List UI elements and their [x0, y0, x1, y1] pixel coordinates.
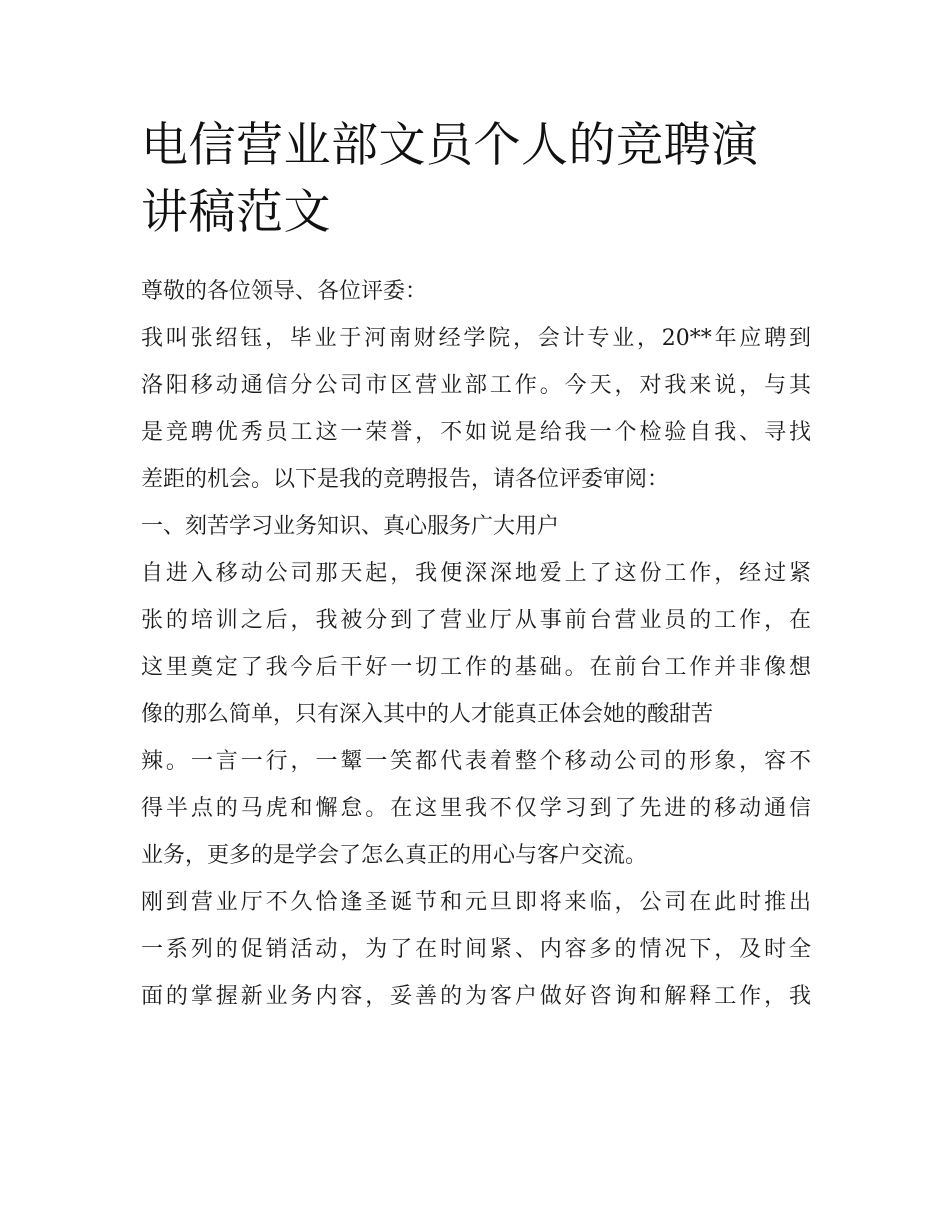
text-line: 刚到营业厅不久恰逢圣诞节和元旦即将来临，公司在此时推出	[141, 890, 811, 915]
text-line: 一、刻苦学习业务知识、真心服务广大用户	[141, 514, 560, 539]
body-paragraph	[141, 879, 811, 1020]
text-line: 是竞聘优秀员工这一荣誉，不如说是给我一个检验自我、寻找	[141, 420, 811, 445]
text-line: 辣。一言一行，一颦一笑都代表着整个移动公司的形象，容不	[141, 749, 811, 774]
text-line: 这里奠定了我今后干好一切工作的基础。在前台工作并非像想	[141, 655, 811, 680]
title-line: 讲稿范文	[141, 185, 331, 240]
text-line: 尊敬的各位领导、各位评委：	[141, 279, 428, 304]
salutation-paragraph	[141, 268, 811, 315]
text-line: 业务，更多的是学会了怎么真正的用心与客户交流。	[141, 843, 648, 868]
section-heading	[141, 503, 811, 550]
body-paragraph	[141, 550, 811, 879]
text-line: 像的那么简单，只有深入其中的人才能真正体会她的酸甜苦	[141, 702, 714, 727]
text-line: 面的掌握新业务内容，妥善的为客户做好咨询和解释工作，我	[141, 984, 811, 1009]
intro-paragraph	[141, 315, 811, 503]
text-line: 张的培训之后，我被分到了营业厅从事前台营业员的工作，在	[141, 608, 811, 633]
document-page	[141, 112, 811, 1020]
text-line: 我叫张绍钰，毕业于河南财经学院，会计专业，20**年应聘到	[141, 326, 811, 351]
text-line: 自进入移动公司那天起，我便深深地爱上了这份工作，经过紧	[141, 561, 811, 586]
text-line: 一系列的促销活动，为了在时间紧、内容多的情况下，及时全	[141, 937, 811, 962]
text-line: 得半点的马虎和懈怠。在这里我不仅学习到了先进的移动通信	[141, 796, 811, 821]
text-line: 洛阳移动通信分公司市区营业部工作。今天，对我来说，与其	[141, 373, 811, 398]
text-line: 差距的机会。以下是我的竞聘报告，请各位评委审阅：	[141, 467, 670, 492]
title-line: 电信营业部文员个人的竞聘演	[141, 118, 759, 173]
document-body	[141, 268, 811, 1020]
document-title	[141, 112, 811, 246]
